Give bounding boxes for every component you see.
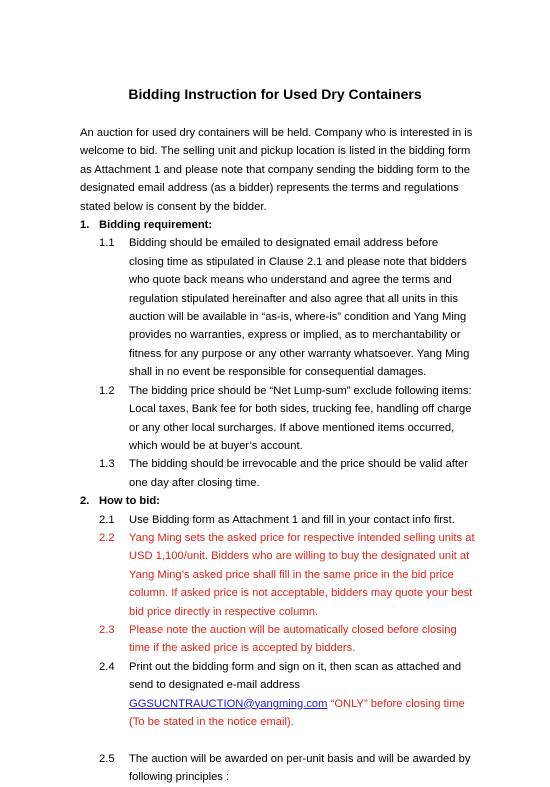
section-how-to-bid — [80, 492, 475, 786]
clause-number: 2.2 — [99, 531, 115, 544]
section-heading — [80, 492, 475, 510]
clause-number: 1.3 — [99, 458, 115, 471]
clause-number: 1.2 — [99, 384, 115, 397]
document-body — [80, 124, 475, 787]
clause-number: 2.5 — [99, 752, 115, 765]
section-heading — [80, 216, 475, 234]
section-bidding-requirement — [80, 216, 475, 492]
document-title: Bidding Instruction for Used Dry Containers — [128, 86, 422, 102]
spacer — [80, 731, 475, 749]
clause-2-4 — [80, 658, 475, 732]
clause-2-2 — [80, 529, 475, 621]
clause-number: 2.1 — [99, 513, 115, 526]
clause-number: 2.4 — [99, 660, 115, 673]
clause-text: The auction will be awarded on per-unit basis and will be awarded by following principles : — [129, 752, 471, 784]
clause-number: 1.1 — [99, 237, 115, 250]
clause-1-3 — [80, 455, 475, 492]
section-number: 2. — [80, 495, 90, 508]
clause-1-2 — [80, 382, 475, 456]
clause-text: Yang Ming sets the asked price for respective intended selling units at USD 1,100/unit. Bidders who are willing to buy the designated unit at Yang Ming’s asked price shall fill in the same price in the bid price column. If asked price is not acceptable, bidders may quote your best bid price directly in respective column. — [129, 531, 475, 618]
section-heading-text: How to bid: — [99, 495, 160, 508]
clause-2-3 — [80, 621, 475, 658]
clause-text: Bidding should be emailed to designated email address before closing time as stipulated in Clause 2.1 and please note that bidders who quote back means who understand and agree the terms and regulation stipulated hereinafter and also agree that all units in this auction will be available in “as-is, where-is” condition and Yang Ming provides no warranties, express or implied, as to merchantability or fitness for any purpose or any other warranty whatsoever. Yang Ming shall in no event be responsible for consequential damages. — [129, 237, 470, 379]
clause-2-5 — [80, 750, 475, 787]
clause-text: Please note the auction will be automatically closed before closing time if the asked price is accepted by bidders. — [129, 623, 457, 655]
intro-paragraph: An auction for used dry containers will be held. Company who is interested in is welcome to bid. The selling unit and pickup location is listed in the bidding form as Attachment 1 and please note that company sending the bidding form to the designated email address (as a bidder) represents the terms and regulations stated below is consent by the bidder. — [80, 127, 473, 213]
clause-1-1 — [80, 234, 475, 381]
clause-text: The bidding price should be “Net Lump-sum” exclude following items: Local taxes, Bank fee for both sides, trucking fee, handling off charge or any other local surcharges. If above mentioned items occurred, which would be at buyer’s account. — [129, 384, 472, 452]
clause-text-emphasis: “ONLY” before closing time (To be stated in the notice email). — [129, 697, 465, 728]
clause-text: Use Bidding form as Attachment 1 and fill in your contact info first. — [129, 513, 455, 526]
clause-number: 2.3 — [99, 623, 115, 636]
clause-text: Print out the bidding form and sign on it, then scan as attached and send to designated e-mail address — [129, 660, 462, 692]
clause-text: The bidding should be irrevocable and the price should be valid after one day after closing time. — [129, 458, 468, 489]
clause-2-1 — [80, 511, 475, 529]
section-heading-text: Bidding requirement: — [99, 219, 213, 232]
section-number: 1. — [80, 219, 90, 232]
email-link[interactable]: GGSUCNTRAUCTION@yangming.com — [129, 697, 328, 710]
